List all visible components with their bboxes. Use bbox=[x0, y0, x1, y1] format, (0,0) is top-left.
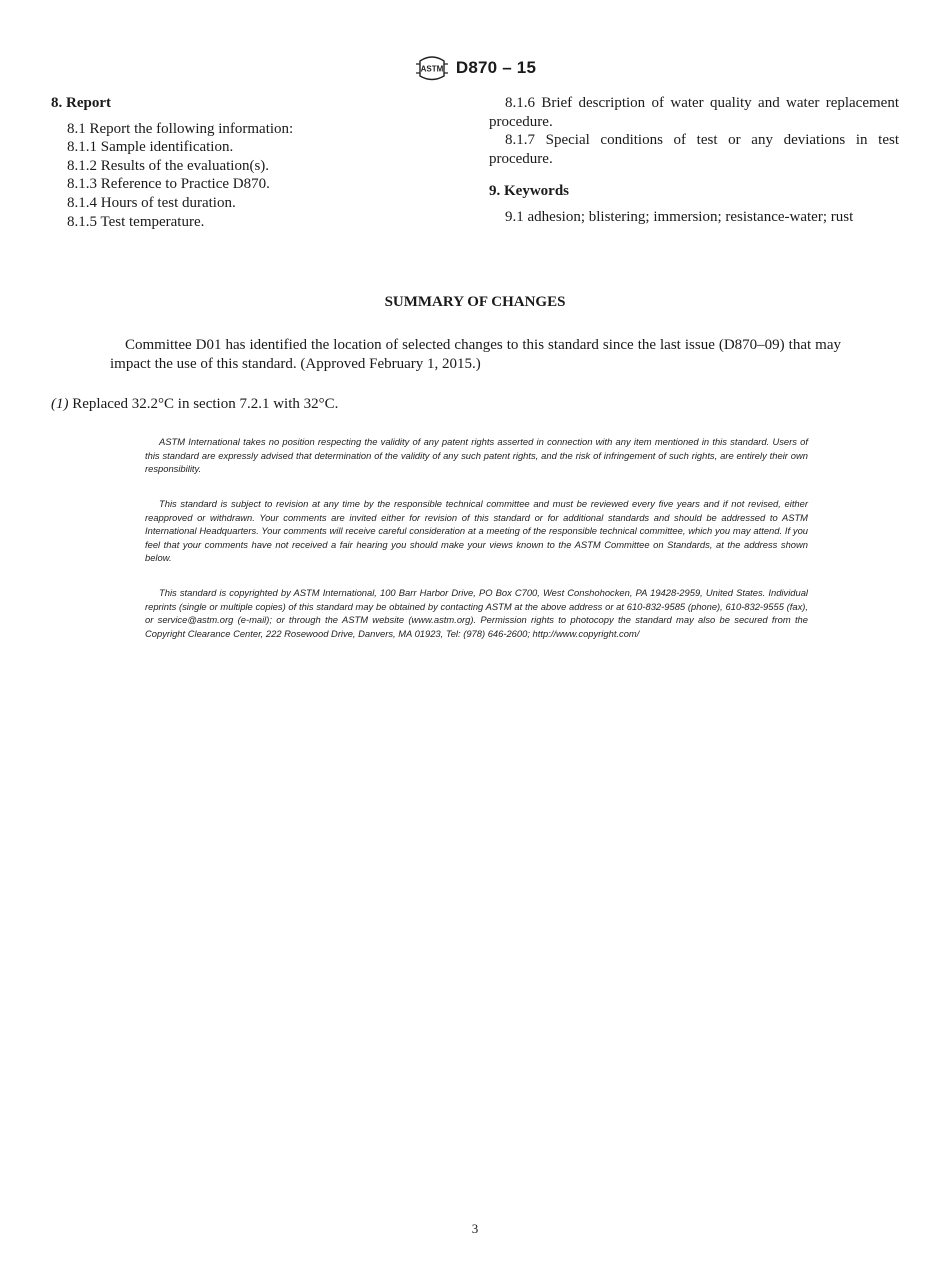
change-text: Replaced 32.2°C in section 7.2.1 with 32°C. bbox=[68, 396, 339, 412]
section-heading-keywords: 9. Keywords bbox=[489, 183, 569, 200]
page-number: 3 bbox=[471, 1221, 479, 1236]
copyright-notice: This standard is copyrighted by ASTM International, 100 Barr Harbor Drive, PO Box C700, West Conshohocken, PA 19428-2959, United States. Individual reprints (single or multiple copies) of this standard may be obtained by contacting ASTM at the above address or at 610-832-9585 (phone), 610-832-9555 (fax), or service@astm.org (e-mail); or through the ASTM website (www.astm.org). Permission rights to photocopy the standard may also be secured from the Copyright Clearance Center, 222 Rosewood Drive, Danvers, MA 01923, Tel: (978) 646-2600; http://www.copyright.com/ bbox=[145, 587, 808, 639]
left-column bbox=[51, 94, 451, 231]
keywords-text: 9.1 adhesion; blistering; immersion; resistance-water; rust bbox=[505, 208, 854, 225]
change-item bbox=[51, 396, 338, 413]
report-item: 8.1.1 Sample identification. bbox=[67, 139, 234, 156]
right-column bbox=[489, 94, 899, 227]
designation: D870 – 15 bbox=[455, 58, 537, 77]
summary-title: SUMMARY OF CHANGES bbox=[384, 294, 566, 310]
page-header bbox=[0, 52, 950, 84]
summary-text: Committee D01 has identified the location of selected changes to this standard since the last issue (D870–09) that may impact the use of this standard. (Approved February 1, 2015.) bbox=[110, 337, 841, 372]
change-number: (1) bbox=[51, 396, 69, 412]
astm-logo-icon bbox=[414, 52, 450, 84]
report-item: 8.1.5 Test temperature. bbox=[67, 213, 205, 230]
report-item: 8.1.4 Hours of test duration. bbox=[67, 194, 236, 211]
report-item: 8.1 Report the following information: bbox=[67, 120, 294, 137]
svg-text:ASTM: ASTM bbox=[420, 64, 444, 74]
report-paragraph: 8.1.6 Brief description of water quality and water replacement procedure. bbox=[489, 95, 899, 130]
report-paragraph: 8.1.7 Special conditions of test or any deviations in test procedure. bbox=[489, 132, 899, 167]
report-item: 8.1.3 Reference to Practice D870. bbox=[67, 176, 270, 193]
report-item: 8.1.2 Results of the evaluation(s). bbox=[67, 157, 270, 174]
revision-notice: This standard is subject to revision at any time by the responsible technical committee and must be reviewed every five years and if not revised, either reapproved or withdrawn. Your comments are invited either for revision of this standard or for additional standards and should be addressed to ASTM International Headquarters. Your comments will receive careful consideration at a meeting of the responsible technical committee, which you may attend. If you feel that your comments have not received a fair hearing you should make your views known to the ASTM Committee on Standards, at the address shown below. bbox=[145, 498, 808, 564]
section-heading-report: 8. Report bbox=[51, 95, 111, 111]
patent-notice: ASTM International takes no position respecting the validity of any patent rights asserted in connection with any item mentioned in this standard. Users of this standard are expressly advised that determination of the validity of any such patent rights, and the risk of infringement of such rights, are entirely their own responsibility. bbox=[145, 436, 808, 475]
